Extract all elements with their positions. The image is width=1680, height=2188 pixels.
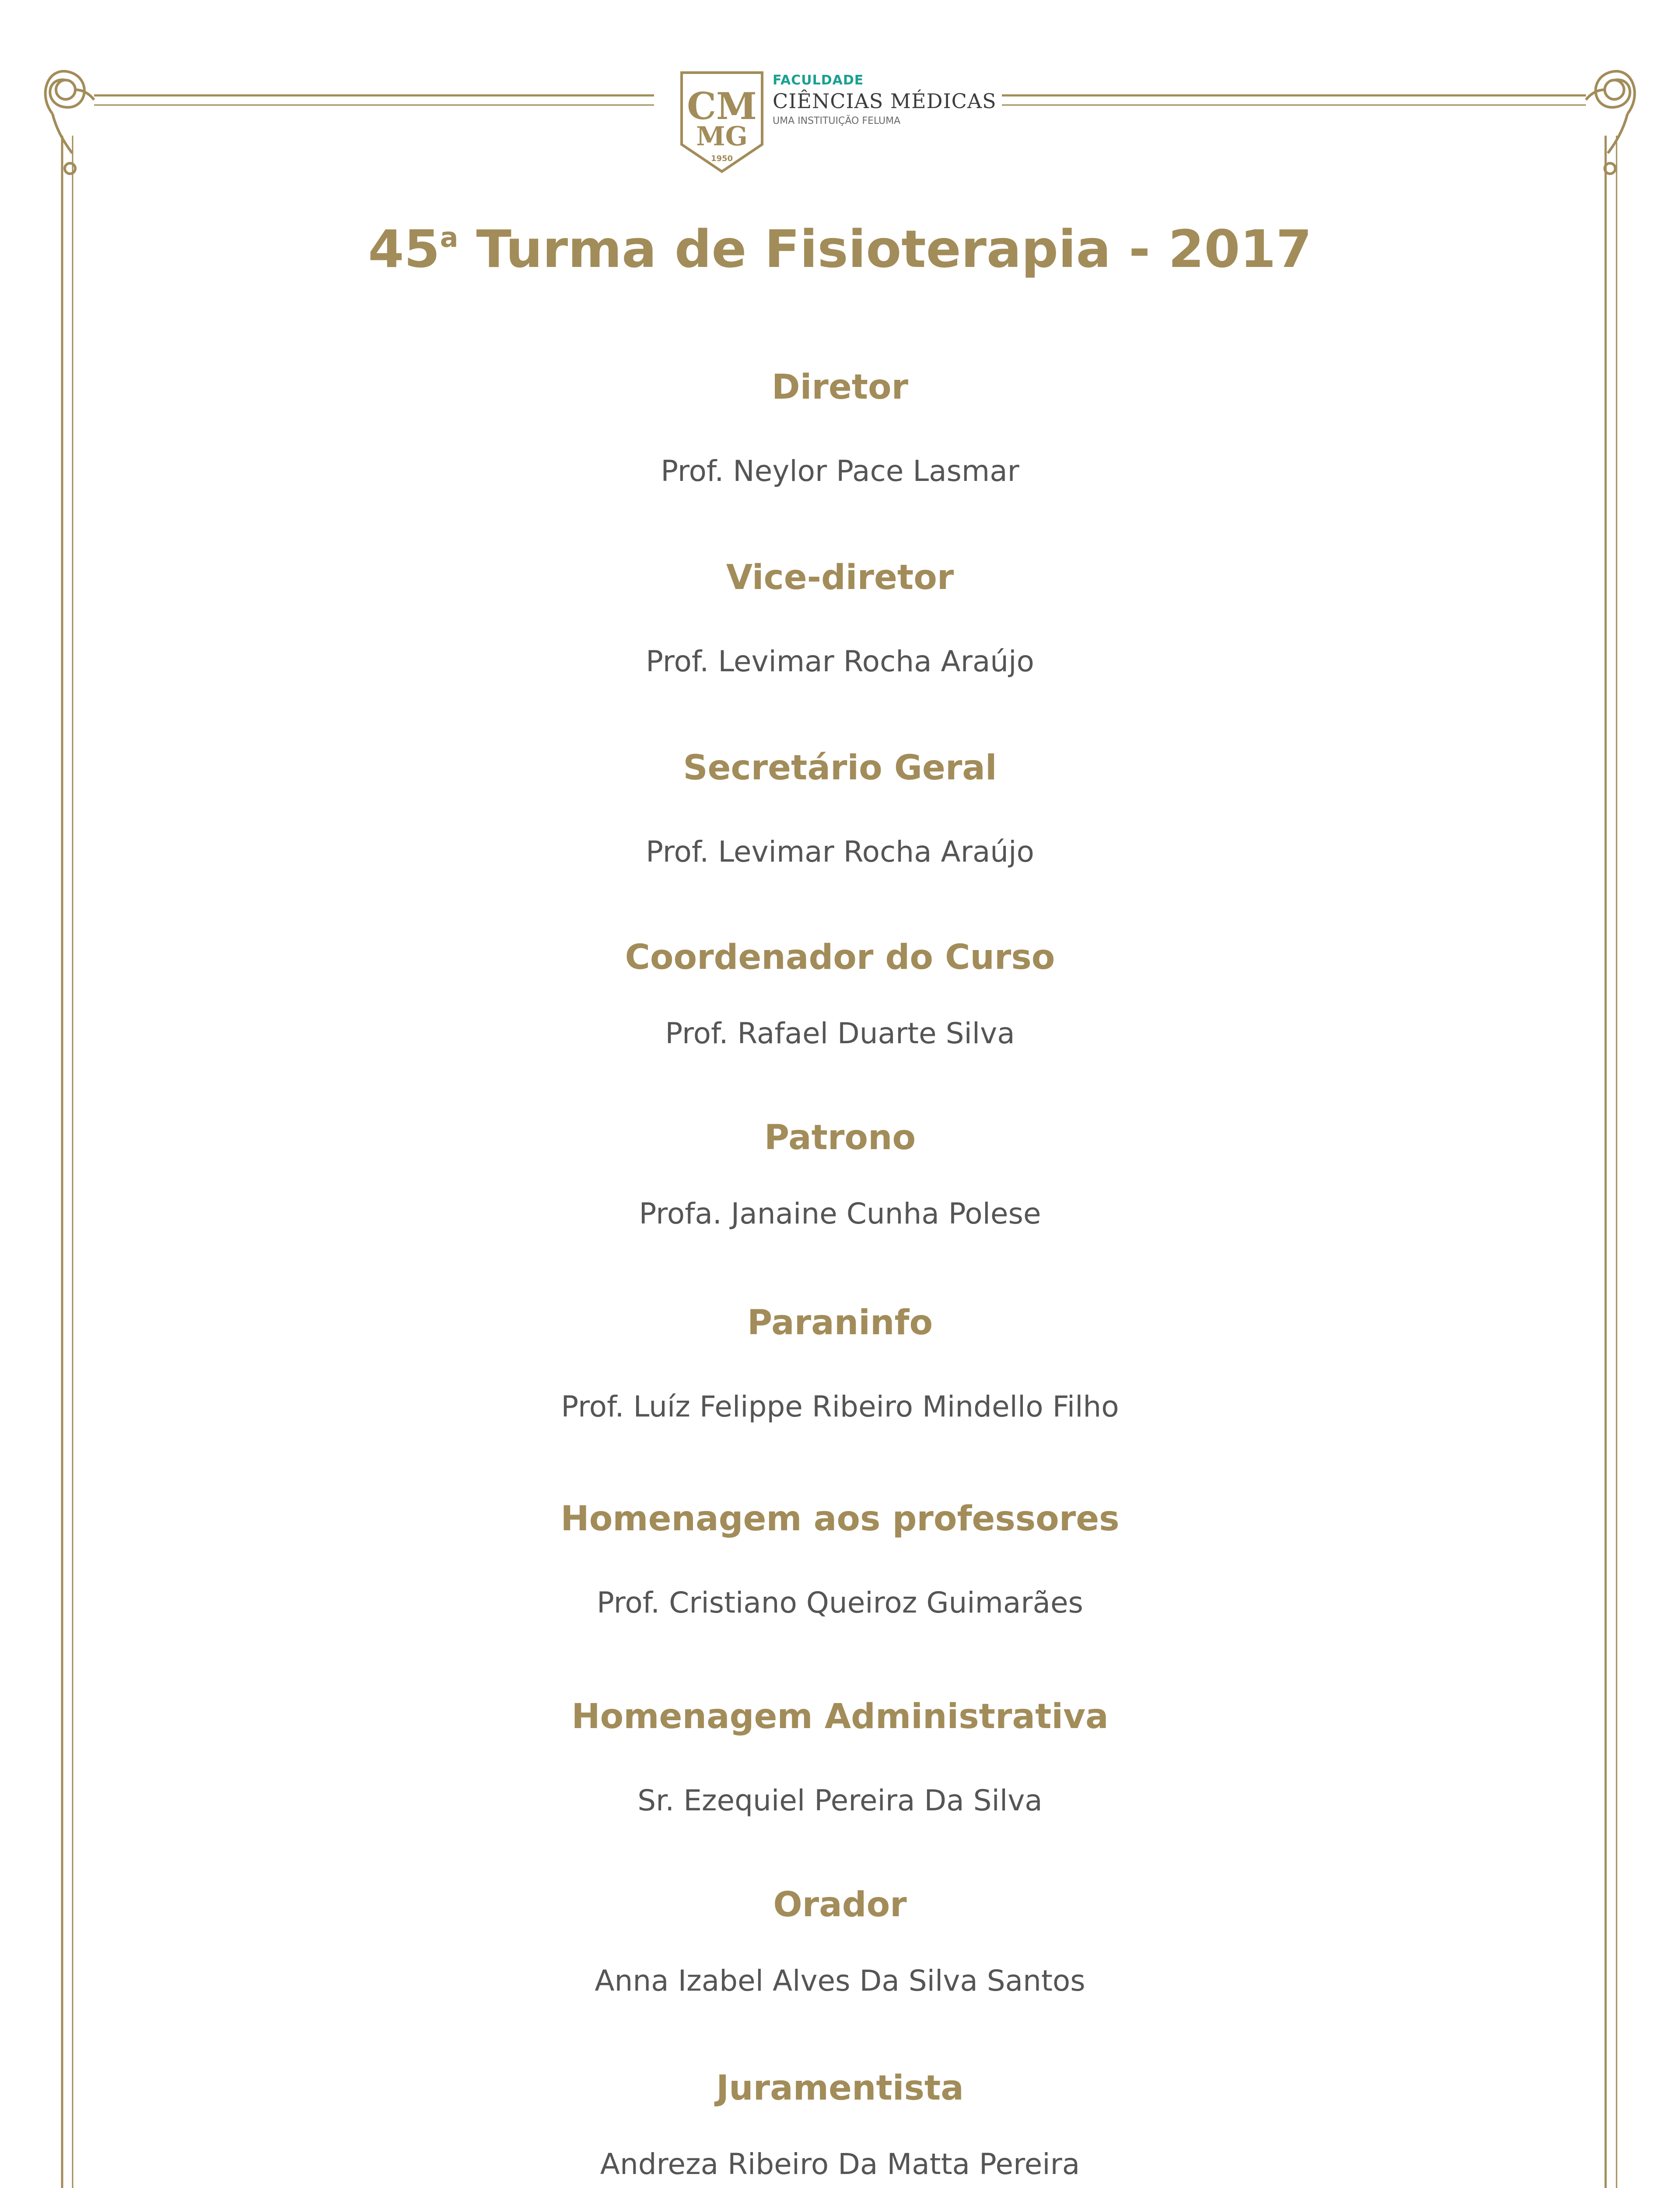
section-label: Patrono — [764, 1118, 916, 1157]
institution-logo — [678, 70, 997, 175]
logo-faculdade: FACULDADE — [773, 73, 864, 88]
section-label: Coordenador do Curso — [625, 938, 1055, 977]
section-value: Prof. Levimar Rocha Araújo — [646, 835, 1034, 869]
section-label: Juramentista — [716, 2069, 964, 2108]
cmmg-shield-icon — [678, 70, 766, 175]
logo-year: 1950 — [710, 154, 733, 163]
section-value: Prof. Neylor Pace Lasmar — [661, 454, 1019, 488]
section-value: Prof. Levimar Rocha Araújo — [646, 645, 1034, 678]
section-label: Orador — [773, 1885, 907, 1925]
section-value: Andreza Ribeiro Da Matta Pereira — [600, 2147, 1080, 2181]
logo-monogram-bottom: MG — [696, 121, 748, 152]
section-label: Homenagem aos professores — [560, 1499, 1120, 1539]
section-label: Homenagem Administrativa — [571, 1697, 1109, 1736]
corner-ornament-top-left — [46, 71, 94, 174]
section-value: Anna Izabel Alves Da Silva Santos — [595, 1964, 1085, 1998]
logo-institution-name: CIÊNCIAS MÉDICAS — [773, 89, 997, 113]
title-number: 45 — [368, 219, 440, 279]
section-value: Profa. Janaine Cunha Polese — [639, 1197, 1041, 1231]
title-text: Turma de Fisioterapia - 2017 — [458, 219, 1312, 279]
section-label: Paraninfo — [747, 1303, 933, 1343]
logo-institution-sub: UMA INSTITUIÇÃO FELUMA — [773, 116, 901, 126]
section-value: Prof. Cristiano Queiroz Guimarães — [597, 1586, 1083, 1620]
section-label: Secretário Geral — [683, 748, 997, 788]
section-label: Vice-diretor — [726, 558, 954, 597]
logo-monogram-top: CM — [687, 84, 757, 128]
title-ordinal: a — [440, 221, 458, 253]
section-value: Sr. Ezequiel Pereira Da Silva — [637, 1784, 1043, 1817]
page-title — [0, 219, 1680, 279]
section-label: Diretor — [771, 368, 909, 407]
section-value: Prof. Luíz Felippe Ribeiro Mindello Filho — [561, 1390, 1119, 1424]
corner-ornament-top-right — [1586, 71, 1634, 174]
section-value: Prof. Rafael Duarte Silva — [665, 1017, 1015, 1050]
